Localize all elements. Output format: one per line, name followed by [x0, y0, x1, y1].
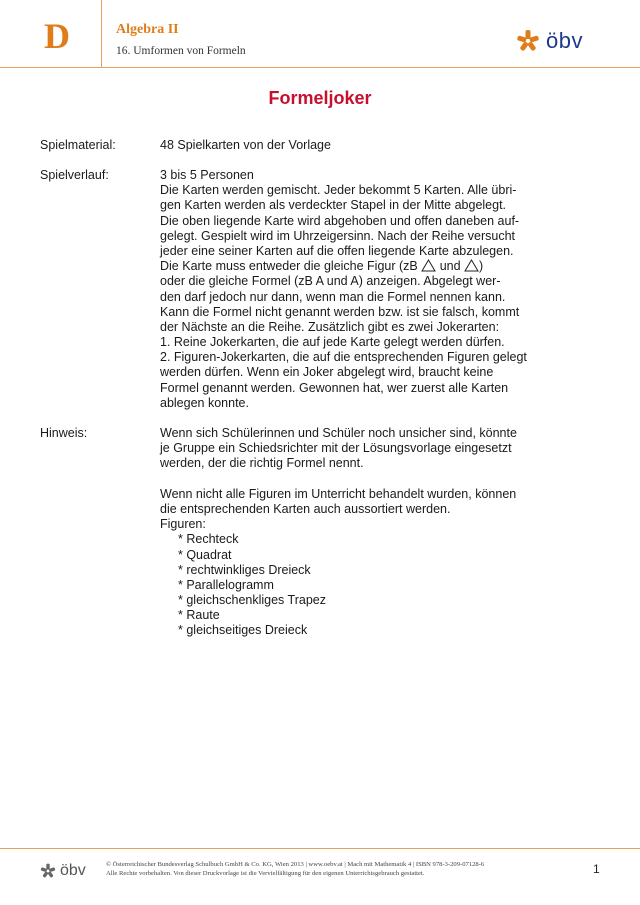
- material-text: [160, 138, 560, 153]
- material-label: Spielmaterial:: [40, 138, 116, 152]
- footer-logo: [40, 862, 86, 880]
- verlauf-line: 1. Reine Jokerkarten, die auf jede Karte gelegt werden dürfen.: [160, 335, 505, 350]
- triangle-icon: [464, 259, 479, 272]
- chapter-subtitle: 16. Umformen von Formeln: [116, 45, 246, 57]
- asterisk-logo-icon: [516, 29, 540, 53]
- figure-list-item: * Raute: [178, 608, 220, 623]
- header-divider: [101, 0, 102, 67]
- verlauf-line: den darf jedoch nur dann, wenn man die Formel nennen kann.: [160, 289, 506, 304]
- blank-line: [160, 472, 560, 487]
- verlauf-line: jeder eine seiner Karten auf die offen liegende Karte abzulegen.: [160, 243, 514, 258]
- verlauf-line: 3 bis 5 Personen: [160, 168, 254, 182]
- verlauf-line: oder die gleiche Formel (zB A und A) anzeigen. Abgelegt wer-: [160, 274, 501, 289]
- figure-line-before: Die Karte muss entweder die gleiche Figur (zB: [160, 259, 422, 274]
- verlauf-line: Die Karten werden gemischt. Jeder bekommt 5 Karten. Alle übri-: [160, 183, 517, 198]
- verlauf-label: Spielverlauf:: [40, 168, 109, 182]
- hinweis-text: [160, 426, 560, 639]
- verlauf-line: gen Karten werden als verdeckter Stapel in der Mitte abgelegt.: [160, 198, 507, 213]
- footer-rule: [0, 848, 640, 849]
- page-number: 1: [593, 862, 600, 876]
- verlauf-line: gelegt. Gespielt wird im Uhrzeigersinn. Nach der Reihe versucht: [160, 228, 516, 243]
- hinweis-label: Hinweis:: [40, 426, 88, 440]
- hinweis-line: werden, der die richtig Formel nennt.: [160, 456, 364, 471]
- figure-list-item: * Rechteck: [178, 532, 239, 547]
- figure-line-middle: und: [436, 259, 465, 274]
- verlauf-line: Die oben liegende Karte wird abgehoben und offen daneben auf-: [160, 213, 520, 228]
- copyright-notice: [106, 860, 576, 878]
- asterisk-logo-icon: [40, 863, 56, 879]
- figure-list-item: * Parallelogramm: [178, 577, 274, 592]
- verlauf-line: ablegen konnte.: [160, 395, 249, 410]
- book-title: Algebra II: [116, 22, 179, 37]
- material-line: 48 Spielkarten von der Vorlage: [160, 138, 331, 152]
- copyright-line: © Österreichischer Bundesverlag Schulbuch GmbH & Co. KG, Wien 2013 | www.oebv.at | Mach mit Mathematik 4 | ISBN 978-3-209-07128-6: [106, 861, 485, 868]
- chapter-letter: D: [44, 16, 70, 56]
- figures-heading: Figuren:: [160, 517, 206, 532]
- figure-list-item: * rechtwinkliges Dreieck: [178, 562, 311, 577]
- brand-name: öbv: [546, 28, 583, 53]
- hinweis-line: Wenn nicht alle Figuren im Unterricht behandelt wurden, können: [160, 486, 517, 501]
- figure-list-item: * Quadrat: [178, 547, 232, 562]
- hinweis-line: je Gruppe ein Schiedsrichter mit der Lösungsvorlage eingesetzt: [160, 441, 512, 456]
- verlauf-line: Formel genannt werden. Gewonnen hat, wer zuerst alle Karten: [160, 380, 509, 395]
- hinweis-line: Wenn sich Schülerinnen und Schüler noch unsicher sind, könnte: [160, 426, 517, 440]
- figure-line-after: ): [479, 259, 484, 274]
- header-rule: [0, 67, 640, 68]
- figure-list-item: * gleichseitiges Dreieck: [178, 623, 308, 638]
- verlauf-line: Kann die Formel nicht genannt werden bzw. ist sie falsch, kommt: [160, 304, 520, 319]
- brand-logo: [516, 28, 583, 54]
- verlauf-line: werden dürfen. Wenn ein Joker abgelegt wird, braucht keine: [160, 365, 494, 380]
- verlauf-line: 2. Figuren-Jokerkarten, die auf die entsprechenden Figuren gelegt: [160, 350, 527, 365]
- verlauf-line: der Nächste an die Reihe. Zusätzlich gibt es zwei Jokerarten:: [160, 319, 500, 334]
- triangle-icon: [421, 259, 436, 272]
- copyright-line: Alle Rechte vorbehalten. Von dieser Druckvorlage ist die Vervielfältigung für den eigenen Unterrichtsgebrauch gestattet.: [106, 870, 425, 877]
- verlauf-figure-line: [160, 259, 560, 274]
- hinweis-line: die entsprechenden Karten auch aussortiert werden.: [160, 501, 451, 516]
- document-title: Formeljoker: [268, 88, 372, 108]
- figure-list-item: * gleichschenkliges Trapez: [178, 593, 326, 608]
- verlauf-text: [160, 168, 560, 411]
- footer-brand-name: öbv: [60, 862, 86, 879]
